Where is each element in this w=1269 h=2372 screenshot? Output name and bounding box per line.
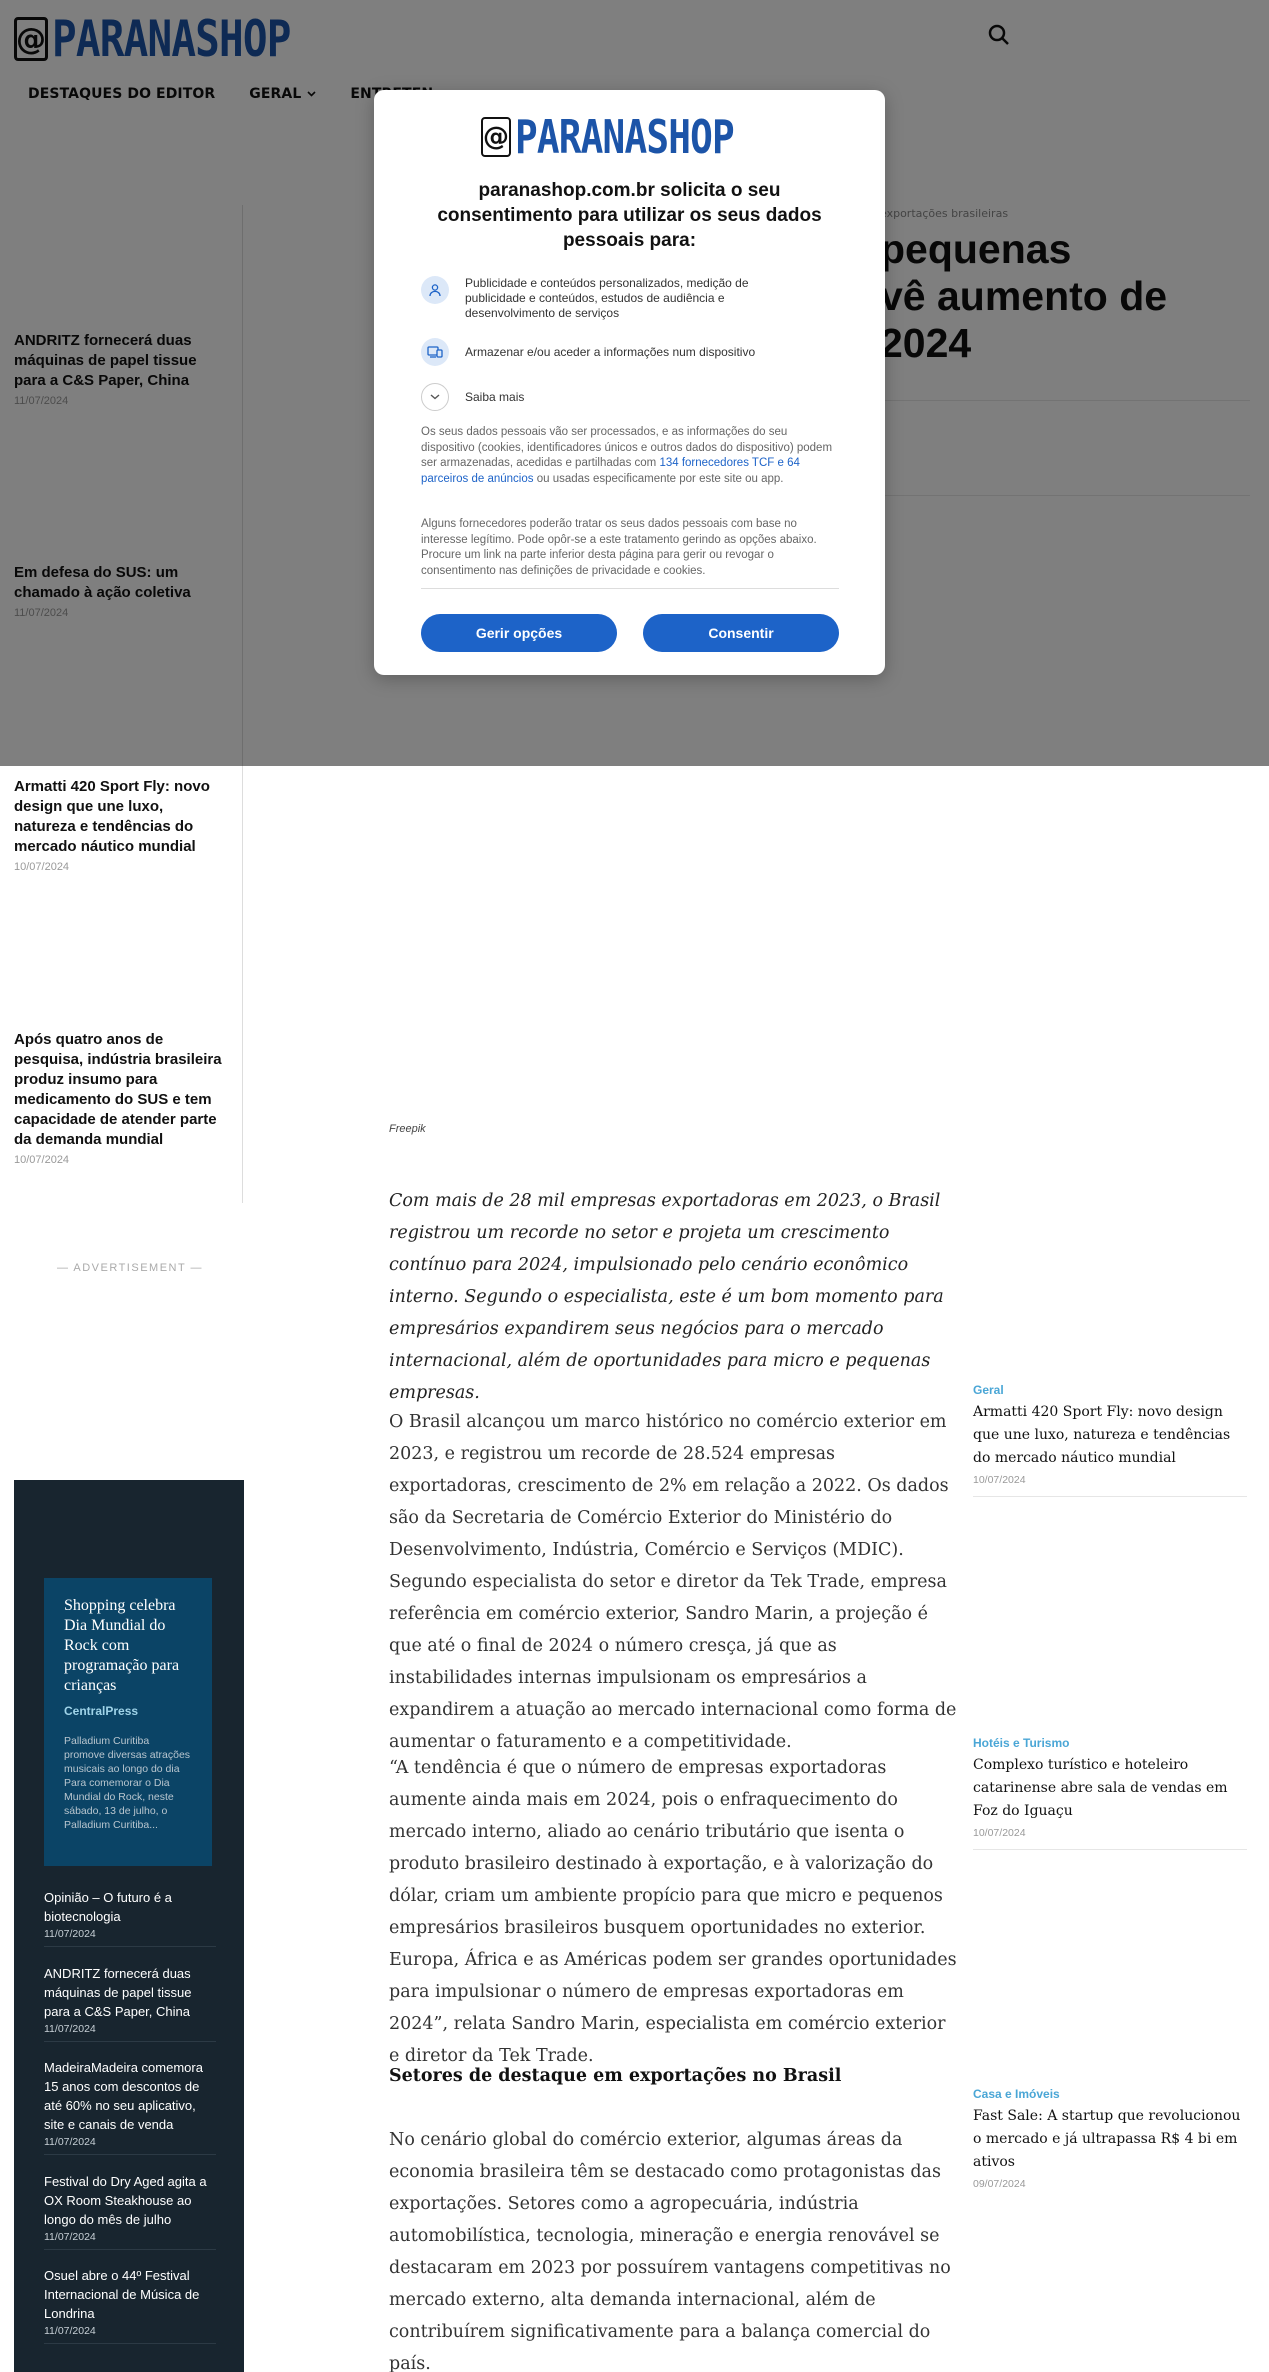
list-item[interactable] bbox=[44, 2172, 216, 2250]
featured-author[interactable]: CentralPress bbox=[64, 1704, 139, 1718]
post-category[interactable]: Casa e Imóveis bbox=[973, 2087, 1060, 2101]
learn-more-toggle[interactable] bbox=[421, 383, 785, 411]
list-item[interactable] bbox=[973, 2087, 1247, 2200]
logo-at-mark: @ bbox=[481, 117, 511, 157]
purpose-item bbox=[421, 276, 785, 321]
post-date: 11/07/2024 bbox=[44, 2136, 96, 2148]
list-item[interactable] bbox=[44, 1964, 216, 2042]
post-title[interactable]: Festival do Dry Aged agita a OX Room Steakhouse ao longo do mês de julho bbox=[44, 2174, 207, 2227]
list-item[interactable] bbox=[14, 1030, 224, 1166]
post-category[interactable]: Geral bbox=[973, 1383, 1004, 1397]
purpose-text: Publicidade e conteúdos personalizados, medição de publicidade e conteúdos, estudos de audiência e desenvolvimento de serviços bbox=[465, 276, 749, 320]
list-item[interactable] bbox=[14, 777, 224, 873]
list-item[interactable] bbox=[973, 1383, 1247, 1497]
post-title[interactable]: Fast Sale: A startup que revolucionou o mercado e já ultrapassa R$ 4 bi em ativos bbox=[973, 2108, 1241, 2170]
post-title[interactable]: Armatti 420 Sport Fly: novo design que une luxo, natureza e tendências do mercado náutico mundial bbox=[14, 778, 210, 855]
featured-post[interactable] bbox=[44, 1578, 212, 1866]
list-item[interactable] bbox=[44, 2266, 216, 2344]
purpose-item bbox=[421, 338, 785, 366]
image-caption: Freepik bbox=[389, 1123, 426, 1135]
article-paragraph: “A tendência é que o número de empresas exportadoras aumente ainda mais em 2024, pois o enfraquecimento do mercado interno, aliado ao cenário tributário que isenta o produto brasileiro destinado à exportação, e à valorização do dólar, criam um ambiente propício para que micro e pequenos empresários brasileiros busquem oportunidades no exterior. Europa, África e as Américas podem ser grandes oportunidades para impulsionar o número de empresas exportadoras em 2024”, relata Sandro Marin, especialista em comércio exterior e diretor da Tek Trade. bbox=[389, 1758, 957, 2066]
post-date: 11/07/2024 bbox=[44, 2023, 96, 2035]
consent-button[interactable]: Consentir bbox=[643, 614, 839, 652]
article-lead: Com mais de 28 mil empresas exportadoras em 2023, o Brasil registrou um recorde no setor e projeta um crescimento contínuo para 2024, impulsionado pelo cenário econômico interno. Segundo o especialista, este é um bom momento para empresários expandirem seus negócios para o mercado internacional, além de oportunidades para micro e pequenas empresas. bbox=[389, 1191, 944, 1403]
featured-title[interactable]: Shopping celebra Dia Mundial do Rock com programação para crianças bbox=[64, 1597, 180, 1694]
device-icon bbox=[421, 338, 449, 366]
post-title[interactable]: Osuel abre o 44º Festival Internacional de Música de Londrina bbox=[44, 2268, 200, 2321]
post-title[interactable]: Após quatro anos de pesquisa, indústria brasileira produz insumo para medicamento do SUS e tem capacidade de atender parte da demanda mundial bbox=[14, 1031, 222, 1148]
featured-excerpt: Palladium Curitiba promove diversas atrações musicais ao longo do dia Para comemorar o Dia Mundial do Rock, neste sábado, 13 de julho, o Palladium Curitiba... bbox=[64, 1735, 191, 1831]
chevron-down-icon bbox=[421, 383, 449, 411]
post-date: 11/07/2024 bbox=[44, 2231, 96, 2243]
post-title[interactable]: MadeiraMadeira comemora 15 anos com descontos de até 60% no seu aplicativo, site e canais de venda bbox=[44, 2060, 203, 2132]
advertisement-label: — ADVERTISEMENT — bbox=[56, 1262, 204, 1274]
post-date: 10/07/2024 bbox=[973, 1827, 1026, 1839]
learn-more-label[interactable]: Saiba mais bbox=[465, 389, 525, 404]
post-date: 10/07/2024 bbox=[973, 1474, 1026, 1486]
sidebar-widget bbox=[14, 1480, 244, 2372]
consent-title: paranashop.com.br solicita o seu consentimento para utilizar os seus dados pessoais para: bbox=[437, 180, 822, 251]
post-title[interactable]: ANDRITZ fornecerá duas máquinas de papel tissue para a C&S Paper, China bbox=[44, 1966, 192, 2019]
post-date: 10/07/2024 bbox=[14, 861, 70, 873]
vendors-link[interactable]: 134 fornecedores TCF e 64 parceiros de anúncios bbox=[421, 457, 800, 485]
article-paragraph: O Brasil alcançou um marco histórico no comércio exterior em 2023, e registrou um recorde de 28.524 empresas exportadoras, crescimento de 2% em relação a 2022. Os dados são da Secretaria de Comércio Exterior do Ministério do Desenvolvimento, Indústria, Comércio e Serviços (MDIC). Segundo especialista do setor e diretor da Tek Trade, empresa referência em comércio exterior, Sandro Marin, a projeção é que até o final de 2024 o número cresça, já que as instabilidades internas impulsionam os empresários a expandirem a atuação ao mercado internacional como forma de aumentar o faturamento e a competitividade. bbox=[389, 1412, 957, 1752]
info-text: Os seus dados pessoais vão ser processados, e as informações do seu dispositivo (cookies, identificadores únicos e outros dados do dispositivo) podem ser armazenadas, acedidas e partilhadas com bbox=[421, 426, 833, 470]
info-text: ou usadas especificamente por este site ou app. bbox=[533, 472, 784, 485]
divider bbox=[421, 588, 839, 589]
purpose-text: Armazenar e/ou aceder a informações num dispositivo bbox=[465, 344, 756, 359]
post-category[interactable]: Hotéis e Turismo bbox=[973, 1736, 1070, 1750]
article-paragraph: No cenário global do comércio exterior, algumas áreas da economia brasileira têm se destacado como protagonistas das exportações. Setores como a agropecuária, indústria automobilística, tecnologia, mineração e energia renovável se destacaram em 2023 por possuírem vantagens competitivas no mercado externo, alta demanda internacional, além de contribuírem significativamente para a balança comercial do país. bbox=[389, 2130, 951, 2372]
post-date: 11/07/2024 bbox=[44, 2325, 96, 2337]
manage-options-button[interactable]: Gerir opções bbox=[421, 614, 617, 652]
section-heading: Setores de destaque em exportações no Brasil bbox=[389, 2066, 842, 2086]
consent-dialog bbox=[374, 90, 885, 675]
list-item[interactable] bbox=[973, 1736, 1247, 1850]
post-date: 11/07/2024 bbox=[44, 1928, 96, 1940]
post-date: 10/07/2024 bbox=[14, 1154, 70, 1166]
list-item[interactable] bbox=[44, 1888, 216, 1947]
dialog-logo bbox=[481, 110, 782, 164]
list-item[interactable] bbox=[44, 2058, 216, 2155]
logo-wordmark: PARANASHOP bbox=[515, 110, 734, 164]
person-icon bbox=[421, 276, 449, 304]
post-title[interactable]: Complexo turístico e hoteleiro catarinense abre sala de vendas em Foz do Iguaçu bbox=[973, 1757, 1228, 1819]
post-date: 09/07/2024 bbox=[973, 2178, 1026, 2190]
consent-legitimate-interest: Alguns fornecedores poderão tratar os seus dados pessoais com base no interesse legítimo. Pode opôr-se a este tratamento gerindo as opções abaixo. Procure um link na parte inferior desta página para gerir ou revogar o consentimento nas definições de privacidade e cookies. bbox=[421, 518, 817, 577]
post-title[interactable]: Opinião – O futuro é a biotecnologia bbox=[44, 1890, 172, 1924]
consent-info bbox=[421, 425, 839, 487]
post-title[interactable]: Armatti 420 Sport Fly: novo design que une luxo, natureza e tendências do mercado náutico mundial bbox=[973, 1404, 1231, 1466]
